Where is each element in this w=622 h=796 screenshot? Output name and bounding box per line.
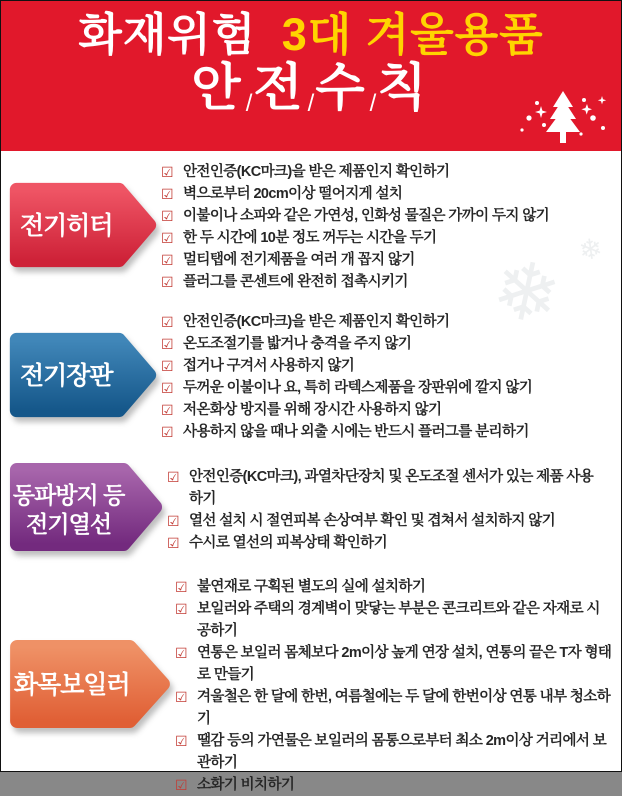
- safety-rule: [175, 774, 613, 796]
- checkbox-icon: ☑: [161, 358, 173, 374]
- checkbox-icon: ☑: [161, 402, 173, 418]
- section-wood-boiler: [1, 576, 621, 796]
- checkbox-icon: ☑: [161, 314, 173, 330]
- safety-rule-text: 수시로 열선의 피복상태 확인하기: [189, 534, 387, 551]
- checkbox-icon: ☑: [161, 208, 173, 224]
- safety-rule: [167, 466, 605, 510]
- safety-rule-text: 저온화상 방지를 위해 장시간 사용하지 않기: [183, 402, 442, 418]
- checkbox-icon: ☑: [161, 252, 173, 268]
- title-white-part: 화재위험: [78, 9, 257, 60]
- wood-boiler-arrow-label: [7, 638, 173, 735]
- checkbox-icon: ☑: [161, 336, 173, 352]
- christmas-tree-icon: [515, 88, 611, 149]
- safety-rule: [175, 576, 613, 598]
- safety-rule: [167, 510, 605, 532]
- safety-rule-text: 소화기 비치하기: [197, 777, 295, 793]
- safety-rule-text: 플러그를 콘센트에 완전히 접촉시키기: [183, 274, 408, 290]
- safety-rule-text: 한 두 시간에 10분 정도 꺼두는 시간을 두기: [183, 230, 437, 246]
- subtitle-char: 전: [253, 58, 307, 116]
- safety-rule: [161, 399, 599, 421]
- safety-rule-text: 안전인증(KC마크)을 받은 제품인지 확인하기: [183, 314, 450, 330]
- wood-boiler-rules: [173, 576, 613, 796]
- safety-rule: [167, 532, 605, 554]
- title-yellow-part: 3대 겨울용품: [281, 9, 544, 60]
- safety-rule-text: 불연재로 구획된 별도의 실에 설치하기: [197, 579, 426, 595]
- safety-rule: [161, 249, 599, 271]
- subtitle-slash: /: [307, 89, 315, 117]
- safety-rule: [175, 686, 613, 730]
- safety-rule: [175, 730, 613, 774]
- safety-rule: [161, 161, 599, 183]
- arrow-text-line: 동파방지 등: [12, 481, 125, 508]
- safety-rule: [161, 271, 599, 293]
- safety-rule-text: 멀티탭에 전기제품을 여러 개 꼽지 않기: [183, 252, 415, 268]
- safety-rule: [161, 183, 599, 205]
- safety-rule: [161, 333, 599, 355]
- electric-heater-rules: [159, 161, 599, 293]
- safety-rule-text: 사용하지 않을 때나 외출 시에는 반드시 플러그를 분리하기: [183, 424, 529, 440]
- checkbox-icon: ☑: [167, 468, 179, 485]
- section-antifreeze-heating-wire: [1, 461, 621, 558]
- snowflake-icon: ❄: [576, 232, 605, 267]
- poster-body: [1, 151, 621, 796]
- safety-rule-text: 온도조절기를 밟거나 충격을 주지 않기: [183, 336, 412, 352]
- safety-rule: [161, 421, 599, 443]
- snowflake-icon: ❄: [484, 242, 569, 343]
- checkbox-icon: ☑: [161, 164, 173, 180]
- checkbox-icon: ☑: [167, 512, 179, 529]
- safety-rule: [161, 205, 599, 227]
- safety-rule: [161, 355, 599, 377]
- arrow-text-line: 전기열선: [26, 510, 112, 537]
- checkbox-icon: ☑: [161, 274, 173, 290]
- safety-rule-text: 보일러와 주택의 경계벽이 맞닿는 부분은 콘크리트와 같은 자재로 시공하기: [197, 601, 600, 639]
- safety-rule-text: 연통은 보일러 몸체보다 2m이상 높게 연장 설치, 연통의 끝은 T자 형태로 만들기: [197, 645, 612, 683]
- poster-header: [1, 1, 621, 151]
- checkbox-icon: ☑: [175, 777, 187, 793]
- checkbox-icon: ☑: [175, 601, 187, 617]
- subtitle-char: 안: [191, 58, 245, 116]
- electric-pad-arrow-label: [7, 331, 159, 424]
- safety-rule-text: 안전인증(KC마크), 과열차단장치 및 온도조절 센서가 있는 제품 사용하기: [189, 468, 594, 507]
- safety-rule-text: 이불이나 소파와 같은 가연성, 인화성 물질은 가까이 두지 않기: [183, 208, 550, 224]
- checkbox-icon: ☑: [161, 380, 173, 396]
- safety-rule-text: 두꺼운 이불이나 요, 특히 라텍스제품을 장판위에 깔지 않기: [183, 380, 533, 396]
- arrow-text-line: 화목보일러: [13, 671, 130, 700]
- safety-rule-text: 접거나 구겨서 사용하지 않기: [183, 358, 355, 374]
- checkbox-icon: ☑: [175, 689, 187, 705]
- safety-rule-text: 땔감 등의 가연물은 보일러의 몸통으로부터 최소 2m이상 거리에서 보관하기: [197, 733, 607, 771]
- checkbox-icon: ☑: [167, 534, 179, 551]
- safety-rule-text: 벽으로부터 20cm이상 떨어지게 설치: [183, 186, 403, 202]
- arrow-text-line: 전기히터: [19, 212, 113, 241]
- checkbox-icon: ☑: [161, 186, 173, 202]
- poster-title: [1, 1, 621, 60]
- checkbox-icon: ☑: [161, 230, 173, 246]
- subtitle-slash: /: [369, 89, 377, 117]
- safety-rule: [175, 598, 613, 642]
- electric-heater-arrow-label: [7, 181, 159, 274]
- safety-rule: [175, 642, 613, 686]
- subtitle-char: 칙: [377, 58, 431, 116]
- arrow-text-line: 전기장판: [19, 362, 113, 391]
- safety-rule-text: 안전인증(KC마크)을 받은 제품인지 확인하기: [183, 164, 450, 180]
- checkbox-icon: ☑: [175, 645, 187, 661]
- safety-rule: [161, 227, 599, 249]
- safety-rule: [161, 311, 599, 333]
- safety-rule-text: 열선 설치 시 절연피복 손상여부 확인 및 겹쳐서 설치하지 않기: [189, 512, 556, 529]
- section-electric-pad: [1, 311, 621, 443]
- checkbox-icon: ☑: [175, 733, 187, 749]
- checkbox-icon: ☑: [161, 424, 173, 440]
- heating-wire-rules: [165, 466, 605, 554]
- safety-rule-text: 겨울철은 한 달에 한번, 여름철에는 두 달에 한번이상 연통 내부 청소하기: [197, 689, 611, 727]
- heating-wire-arrow-label: [7, 461, 165, 558]
- checkbox-icon: ☑: [175, 579, 187, 595]
- safety-rule: [161, 377, 599, 399]
- electric-pad-rules: [159, 311, 599, 443]
- section-electric-heater: [1, 161, 621, 293]
- subtitle-char: 수: [315, 58, 369, 116]
- subtitle-slash: /: [245, 89, 253, 117]
